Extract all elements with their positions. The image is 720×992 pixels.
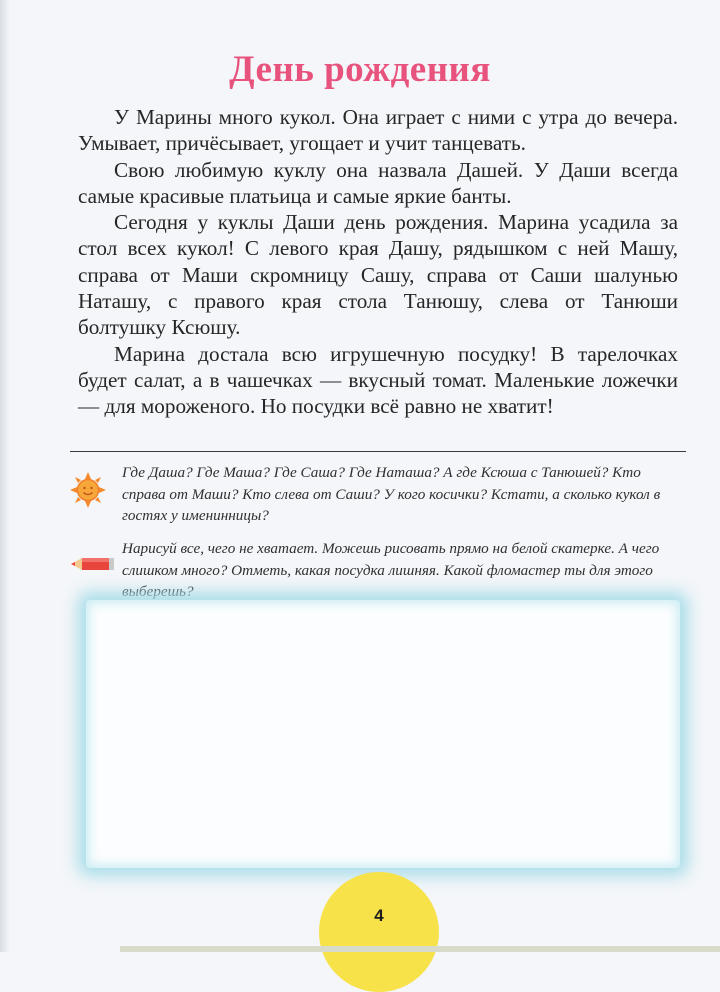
task-text: Где Даша? Где Маша? Где Саша? Где Наташа? А где Ксюша с Танюшей? Кто справа от Маши? Кто слева от Саши? У кого косички? Кстати, а сколько кукол в гостях у именинницы?	[122, 464, 661, 524]
page-number: 4	[374, 906, 384, 925]
sun-icon	[70, 472, 106, 508]
page-edge	[0, 0, 10, 952]
section-divider	[70, 451, 686, 452]
story-text	[78, 104, 678, 420]
story-paragraph: Марина достала всю игрушечную посудку! В тарелочках будет салат, а в чашечках — вкусный томат. Маленькие ложечки — для мороженого. Но посудки всё равно не хватит!	[78, 341, 678, 419]
pencil-icon	[70, 554, 116, 574]
story-paragraph: У Марины много кукол. Она играет с ними с утра до вечера. Умывает, причёсывает, угощает и учит танцевать.	[78, 105, 678, 156]
page-title: День рождения	[229, 49, 491, 90]
drawing-tablecloth[interactable]	[86, 600, 680, 868]
story-paragraph: Свою любимую куклу она назвала Дашей. У Даши всегда самые красивые платьица и самые яркие банты.	[78, 157, 678, 208]
page-bottom-edge	[120, 946, 720, 952]
story-paragraph: Сегодня у куклы Даши день рождения. Марина усадила за стол всех кукол! С левого края Дашу, рядышком с ней Машу, справа от Маши скромницу Сашу, справа от Саши шалунью Наташу, с правого края стола Танюшу, слева от Танюши болтушку Ксюшу.	[78, 210, 678, 340]
task-text: Нарисуй все, чего не хватает. Можешь рисовать прямо на белой скатерке. А чего слишком много? Отметь, какая посудка лишняя. Какой фломастер ты для этого выберешь?	[122, 540, 660, 600]
page-number-badge	[319, 872, 439, 992]
